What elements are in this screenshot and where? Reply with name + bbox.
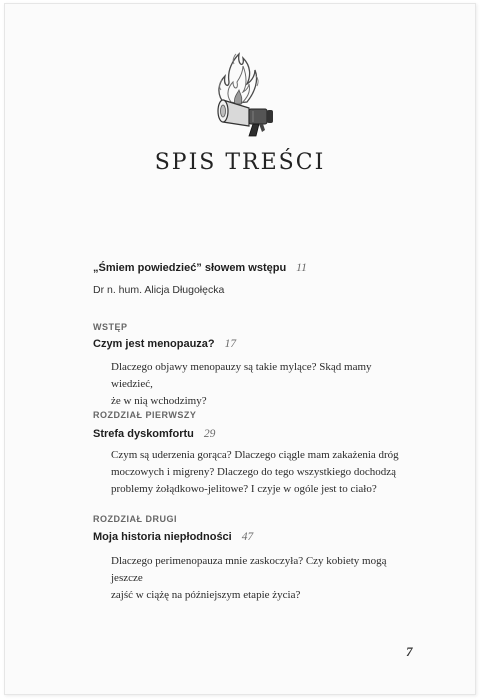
- description-line: Dlaczego perimenopauza mnie zaskoczyła? Czy kobiety mogą jeszcze: [111, 555, 387, 584]
- toc-entry-chapter-1[interactable]: [93, 428, 215, 440]
- toc-entry-chapter-2[interactable]: [93, 531, 253, 543]
- page-number: 47: [241, 531, 254, 543]
- description-line: że w nią wchodzimy?: [111, 395, 207, 407]
- section-label-wstep: WSTĘP: [93, 322, 128, 332]
- description-line: moczowych i migreny? Dlaczego do tego wszystkiego dochodzą: [111, 466, 396, 478]
- page-folio: 7: [406, 644, 413, 659]
- description-line: zajść w ciążę na późniejszym etapie życia?: [111, 589, 301, 601]
- toc-entry-chapter-intro[interactable]: [93, 338, 236, 350]
- section-label-chapter-2: ROZDZIAŁ DRUGI: [93, 514, 177, 524]
- entry-title: Czym jest menopauza?: [93, 338, 215, 350]
- chapter-description: [111, 359, 411, 410]
- burning-megaphone-icon: [201, 46, 281, 138]
- entry-title: „Śmiem powiedzieć” słowem wstępu: [93, 262, 287, 274]
- page-number: 11: [296, 262, 307, 274]
- description-line: Czym są uderzenia gorąca? Dlaczego ciągle mam zakażenia dróg: [111, 449, 399, 461]
- page-title: SPIS TREŚCI: [154, 150, 326, 175]
- description-line: Dlaczego objawy menopauzy są takie mylące? Skąd mamy wiedzieć,: [111, 361, 372, 390]
- entry-title: Strefa dyskomfortu: [93, 428, 194, 440]
- section-label-chapter-1: ROZDZIAŁ PIERWSZY: [93, 410, 197, 420]
- page-number: 17: [224, 338, 237, 350]
- description-line: problemy żołądkowo-jelitowe? I czyje w ogóle jest to ciało?: [111, 483, 377, 495]
- book-page: [4, 3, 476, 695]
- entry-title: Moja historia niepłodności: [93, 531, 232, 543]
- foreword-author: Dr n. hum. Alicja Długołęcka: [93, 284, 225, 296]
- page-number: 29: [203, 428, 216, 440]
- toc-entry-intro[interactable]: [93, 262, 307, 274]
- chapter-description: [111, 447, 411, 498]
- chapter-description: [111, 553, 411, 604]
